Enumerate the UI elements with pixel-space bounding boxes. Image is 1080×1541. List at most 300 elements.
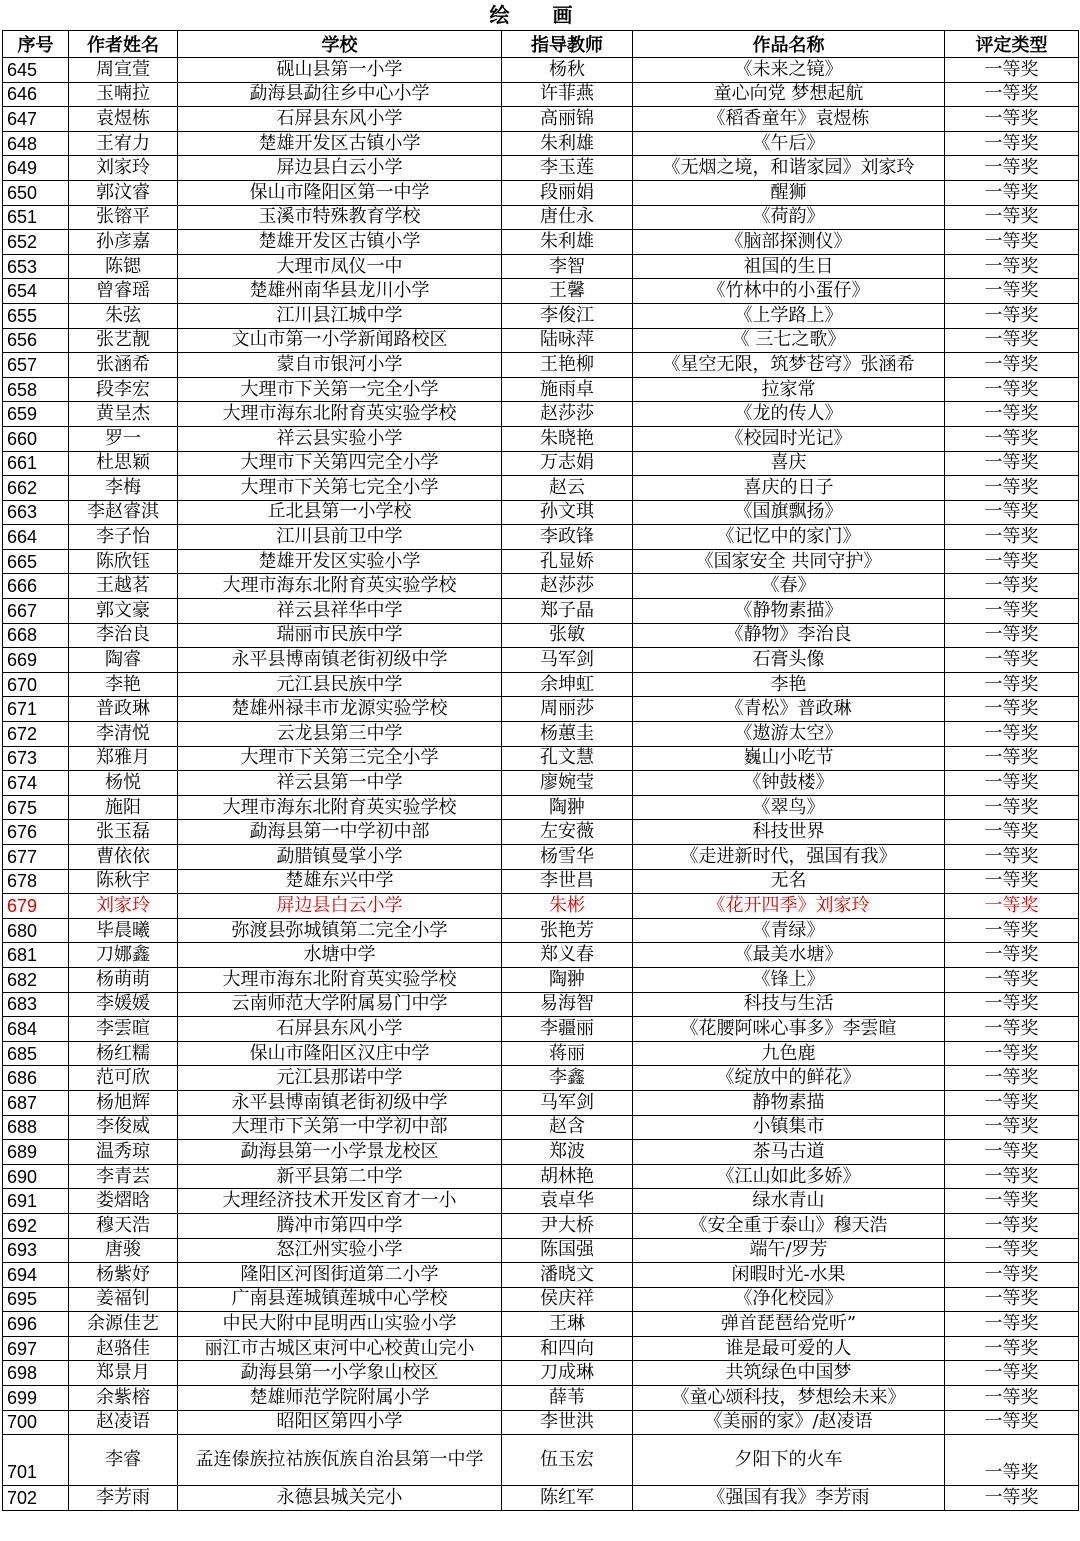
cell-author: 毕晨曦 <box>69 918 178 943</box>
header-school: 学校 <box>178 31 502 58</box>
cell-work-title: 《遨游太空》 <box>633 722 945 747</box>
table-row <box>3 549 1079 574</box>
cell-award: 一等奖 <box>945 967 1079 992</box>
cell-school: 文山市第一小学新闻路校区 <box>178 328 502 353</box>
cell-award: 一等奖 <box>945 58 1079 83</box>
cell-seq: 648 <box>3 131 69 156</box>
cell-author: 罗一 <box>69 426 178 451</box>
cell-school: 石屏县东风小学 <box>178 107 502 132</box>
cell-seq: 662 <box>3 476 69 501</box>
cell-work-title: 《钟鼓楼》 <box>633 771 945 796</box>
cell-award: 一等奖 <box>945 1336 1079 1361</box>
cell-work-title: 科技与生活 <box>633 992 945 1017</box>
cell-work-title: 《竹林中的小蛋仔》 <box>633 279 945 304</box>
cell-award: 一等奖 <box>945 697 1079 722</box>
cell-teacher: 赵莎莎 <box>502 574 633 599</box>
table-row <box>3 795 1079 820</box>
cell-school: 大理市海东北附育英实验学校 <box>178 574 502 599</box>
cell-school: 勐海县第一小学象山校区 <box>178 1361 502 1386</box>
cell-award: 一等奖 <box>945 131 1079 156</box>
cell-seq: 698 <box>3 1361 69 1386</box>
cell-work-title: 《童心颂科技，梦想绘未来》 <box>633 1386 945 1411</box>
cell-work-title: 喜庆的日子 <box>633 476 945 501</box>
cell-work-title: 《记忆中的家门》 <box>633 525 945 550</box>
cell-seq: 696 <box>3 1312 69 1337</box>
cell-teacher: 陆咏萍 <box>502 328 633 353</box>
table-row <box>3 574 1079 599</box>
cell-school: 楚雄州禄丰市龙源实验学校 <box>178 697 502 722</box>
table-row <box>3 82 1079 107</box>
cell-work-title: 李艳 <box>633 672 945 697</box>
table-row <box>3 230 1079 255</box>
cell-seq: 657 <box>3 353 69 378</box>
cell-work-title: 《净化校园》 <box>633 1287 945 1312</box>
cell-teacher: 杨秋 <box>502 58 633 83</box>
cell-seq: 689 <box>3 1140 69 1165</box>
table-row <box>3 279 1079 304</box>
cell-teacher: 潘晓文 <box>502 1263 633 1288</box>
cell-author: 刘家玲 <box>69 894 178 919</box>
cell-school: 大理市海东北附育英实验学校 <box>178 967 502 992</box>
cell-school: 楚雄开发区古镇小学 <box>178 230 502 255</box>
cell-work-title: 喜庆 <box>633 451 945 476</box>
cell-school: 大理市下关第四完全小学 <box>178 451 502 476</box>
table-row <box>3 1263 1079 1288</box>
cell-teacher: 易海智 <box>502 992 633 1017</box>
cell-author: 刀娜鑫 <box>69 943 178 968</box>
cell-author: 李芳雨 <box>69 1486 178 1511</box>
cell-author: 段李宏 <box>69 377 178 402</box>
cell-school: 孟连傣族拉祜族佤族自治县第一中学 <box>178 1435 502 1486</box>
cell-teacher: 李智 <box>502 254 633 279</box>
cell-award: 一等奖 <box>945 279 1079 304</box>
table-row <box>3 205 1079 230</box>
cell-author: 曹依依 <box>69 845 178 870</box>
cell-school: 大理市下关第七完全小学 <box>178 476 502 501</box>
cell-work-title: 《翠鸟》 <box>633 795 945 820</box>
cell-seq: 701 <box>3 1435 69 1486</box>
award-table <box>2 30 1079 1511</box>
cell-author: 余源佳艺 <box>69 1312 178 1337</box>
cell-teacher: 李鑫 <box>502 1066 633 1091</box>
cell-award: 一等奖 <box>945 795 1079 820</box>
cell-author: 赵凌语 <box>69 1410 178 1435</box>
cell-school: 屏边县白云小学 <box>178 156 502 181</box>
cell-seq: 672 <box>3 722 69 747</box>
cell-work-title: 茶马古道 <box>633 1140 945 1165</box>
cell-school: 勐海县第一中学初中部 <box>178 820 502 845</box>
cell-teacher: 马军剑 <box>502 648 633 673</box>
table-row <box>3 992 1079 1017</box>
cell-teacher: 李玉莲 <box>502 156 633 181</box>
cell-school: 隆阳区河图街道第二小学 <box>178 1263 502 1288</box>
cell-work-title: 《无烟之境，和谐家园》刘家玲 <box>633 156 945 181</box>
table-row <box>3 771 1079 796</box>
cell-seq: 658 <box>3 377 69 402</box>
cell-school: 永平县博南镇老街初级中学 <box>178 648 502 673</box>
cell-seq: 681 <box>3 943 69 968</box>
cell-seq: 670 <box>3 672 69 697</box>
cell-award: 一等奖 <box>945 1189 1079 1214</box>
cell-school: 腾冲市第四中学 <box>178 1213 502 1238</box>
table-row <box>3 697 1079 722</box>
cell-work-title: 《未来之镜》 <box>633 58 945 83</box>
cell-work-title: 夕阳下的火车 <box>633 1435 945 1486</box>
cell-award: 一等奖 <box>945 894 1079 919</box>
cell-author: 袁煜栋 <box>69 107 178 132</box>
table-row <box>3 476 1079 501</box>
header-author: 作者姓名 <box>69 31 178 58</box>
cell-seq: 702 <box>3 1486 69 1511</box>
cell-school: 弥渡县弥城镇第二完全小学 <box>178 918 502 943</box>
cell-seq: 652 <box>3 230 69 255</box>
cell-award: 一等奖 <box>945 1090 1079 1115</box>
cell-author: 陶睿 <box>69 648 178 673</box>
table-row <box>3 1361 1079 1386</box>
cell-teacher: 许菲燕 <box>502 82 633 107</box>
cell-teacher: 余坤虹 <box>502 672 633 697</box>
cell-work-title: 《走进新时代，强国有我》 <box>633 845 945 870</box>
cell-work-title: 《青绿》 <box>633 918 945 943</box>
table-row <box>3 451 1079 476</box>
table-row <box>3 894 1079 919</box>
cell-work-title: 九色鹿 <box>633 1041 945 1066</box>
cell-seq: 684 <box>3 1017 69 1042</box>
cell-teacher: 万志娟 <box>502 451 633 476</box>
cell-award: 一等奖 <box>945 500 1079 525</box>
cell-work-title: 祖国的生日 <box>633 254 945 279</box>
cell-author: 张涵希 <box>69 353 178 378</box>
table-row <box>3 1066 1079 1091</box>
cell-school: 大理市海东北附育英实验学校 <box>178 795 502 820</box>
cell-work-title: 《校园时光记》 <box>633 426 945 451</box>
cell-school: 砚山县第一小学 <box>178 58 502 83</box>
cell-school: 祥云县祥华中学 <box>178 599 502 624</box>
table-row <box>3 402 1079 427</box>
table-row <box>3 58 1079 83</box>
table-row <box>3 1017 1079 1042</box>
table-row <box>3 353 1079 378</box>
cell-seq: 673 <box>3 746 69 771</box>
table-row <box>3 967 1079 992</box>
cell-award: 一等奖 <box>945 82 1079 107</box>
cell-seq: 678 <box>3 869 69 894</box>
cell-school: 江川县前卫中学 <box>178 525 502 550</box>
cell-work-title: 谁是最可爱的人 <box>633 1336 945 1361</box>
cell-school: 丽江市古城区束河中心校黄山完小 <box>178 1336 502 1361</box>
table-header-row <box>3 31 1079 58</box>
table-row <box>3 303 1079 328</box>
table-row <box>3 254 1079 279</box>
cell-award: 一等奖 <box>945 820 1079 845</box>
cell-author: 玉喃拉 <box>69 82 178 107</box>
cell-teacher: 朱利雄 <box>502 131 633 156</box>
table-row <box>3 599 1079 624</box>
cell-school: 广南县莲城镇莲城中心学校 <box>178 1287 502 1312</box>
cell-school: 勐腊镇曼掌小学 <box>178 845 502 870</box>
cell-work-title: 《花腰阿咪心事多》李雲暄 <box>633 1017 945 1042</box>
table-row <box>3 1410 1079 1435</box>
cell-seq: 682 <box>3 967 69 992</box>
cell-teacher: 刀成琳 <box>502 1361 633 1386</box>
cell-award: 一等奖 <box>945 1164 1079 1189</box>
cell-teacher: 孔显娇 <box>502 549 633 574</box>
table-row <box>3 377 1079 402</box>
cell-award: 一等奖 <box>945 254 1079 279</box>
cell-author: 曾睿瑶 <box>69 279 178 304</box>
cell-teacher: 陶翀 <box>502 795 633 820</box>
cell-award: 一等奖 <box>945 1115 1079 1140</box>
cell-award: 一等奖 <box>945 1041 1079 1066</box>
table-row <box>3 820 1079 845</box>
cell-author: 王宥力 <box>69 131 178 156</box>
cell-school: 大理市下关第一中学初中部 <box>178 1115 502 1140</box>
cell-award: 一等奖 <box>945 1312 1079 1337</box>
cell-seq: 688 <box>3 1115 69 1140</box>
cell-author: 郭汶睿 <box>69 180 178 205</box>
cell-school: 江川县江城中学 <box>178 303 502 328</box>
cell-school: 新平县第二中学 <box>178 1164 502 1189</box>
table-row <box>3 869 1079 894</box>
cell-seq: 679 <box>3 894 69 919</box>
cell-work-title: 《安全重于泰山》穆天浩 <box>633 1213 945 1238</box>
cell-work-title: 闲暇时光-水果 <box>633 1263 945 1288</box>
cell-award: 一等奖 <box>945 328 1079 353</box>
cell-teacher: 张敏 <box>502 623 633 648</box>
cell-teacher: 张艳芳 <box>502 918 633 943</box>
cell-author: 李梅 <box>69 476 178 501</box>
cell-author: 范可欣 <box>69 1066 178 1091</box>
cell-author: 杨旭辉 <box>69 1090 178 1115</box>
cell-award: 一等奖 <box>945 1140 1079 1165</box>
cell-seq: 692 <box>3 1213 69 1238</box>
cell-teacher: 侯庆祥 <box>502 1287 633 1312</box>
cell-seq: 676 <box>3 820 69 845</box>
cell-award: 一等奖 <box>945 648 1079 673</box>
cell-seq: 694 <box>3 1263 69 1288</box>
cell-teacher: 施雨卓 <box>502 377 633 402</box>
cell-teacher: 段丽娟 <box>502 180 633 205</box>
cell-award: 一等奖 <box>945 205 1079 230</box>
cell-teacher: 李俊江 <box>502 303 633 328</box>
cell-seq: 687 <box>3 1090 69 1115</box>
cell-award: 一等奖 <box>945 1263 1079 1288</box>
cell-seq: 683 <box>3 992 69 1017</box>
cell-seq: 650 <box>3 180 69 205</box>
cell-work-title: 《星空无限，筑梦苍穹》张涵希 <box>633 353 945 378</box>
cell-teacher: 孙文琪 <box>502 500 633 525</box>
table-row <box>3 525 1079 550</box>
cell-author: 朱弦 <box>69 303 178 328</box>
header-work-title: 作品名称 <box>633 31 945 58</box>
table-row <box>3 746 1079 771</box>
cell-seq: 659 <box>3 402 69 427</box>
cell-teacher: 李世洪 <box>502 1410 633 1435</box>
cell-teacher: 杨雪华 <box>502 845 633 870</box>
cell-work-title: 《龙的传人》 <box>633 402 945 427</box>
cell-school: 祥云县实验小学 <box>178 426 502 451</box>
cell-seq: 666 <box>3 574 69 599</box>
cell-seq: 668 <box>3 623 69 648</box>
cell-author: 陈欣钰 <box>69 549 178 574</box>
table-row <box>3 1287 1079 1312</box>
header-teacher: 指导教师 <box>502 31 633 58</box>
cell-work-title: 《上学路上》 <box>633 303 945 328</box>
cell-work-title: 《青松》普政琳 <box>633 697 945 722</box>
cell-teacher: 唐仕永 <box>502 205 633 230</box>
cell-teacher: 王馨 <box>502 279 633 304</box>
cell-seq: 665 <box>3 549 69 574</box>
table-body <box>3 58 1079 1511</box>
cell-seq: 671 <box>3 697 69 722</box>
cell-award: 一等奖 <box>945 377 1079 402</box>
cell-work-title: 端午/罗芳 <box>633 1238 945 1263</box>
cell-work-title: 《午后》 <box>633 131 945 156</box>
table-row <box>3 1435 1079 1486</box>
cell-school: 大理市海东北附育英实验学校 <box>178 402 502 427</box>
cell-teacher: 马军剑 <box>502 1090 633 1115</box>
table-row <box>3 1140 1079 1165</box>
cell-seq: 680 <box>3 918 69 943</box>
cell-teacher: 孔文慧 <box>502 746 633 771</box>
cell-seq: 655 <box>3 303 69 328</box>
cell-work-title: 《最美水塘》 <box>633 943 945 968</box>
cell-teacher: 周丽莎 <box>502 697 633 722</box>
cell-teacher: 郑波 <box>502 1140 633 1165</box>
cell-award: 一等奖 <box>945 1486 1079 1511</box>
cell-award: 一等奖 <box>945 771 1079 796</box>
table-row <box>3 500 1079 525</box>
cell-work-title: 弹首琵琶给党听” <box>633 1312 945 1337</box>
cell-seq: 693 <box>3 1238 69 1263</box>
cell-seq: 647 <box>3 107 69 132</box>
cell-seq: 646 <box>3 82 69 107</box>
cell-award: 一等奖 <box>945 402 1079 427</box>
table-row <box>3 623 1079 648</box>
cell-author: 李雲暄 <box>69 1017 178 1042</box>
table-row <box>3 1189 1079 1214</box>
cell-work-title: 《锋上》 <box>633 967 945 992</box>
cell-work-title: 《花开四季》刘家玲 <box>633 894 945 919</box>
table-row <box>3 943 1079 968</box>
cell-seq: 651 <box>3 205 69 230</box>
cell-author: 李艳 <box>69 672 178 697</box>
cell-work-title: 《春》 <box>633 574 945 599</box>
cell-teacher: 廖婉莹 <box>502 771 633 796</box>
header-seq: 序号 <box>3 31 69 58</box>
cell-teacher: 郑子晶 <box>502 599 633 624</box>
cell-award: 一等奖 <box>945 426 1079 451</box>
cell-work-title: 共筑绿色中国梦 <box>633 1361 945 1386</box>
cell-work-title: 无名 <box>633 869 945 894</box>
cell-author: 郑景月 <box>69 1361 178 1386</box>
table-row <box>3 156 1079 181</box>
cell-seq: 697 <box>3 1336 69 1361</box>
cell-school: 元江县民族中学 <box>178 672 502 697</box>
page-title: 绘 画 <box>489 3 591 27</box>
cell-work-title: 巍山小吃节 <box>633 746 945 771</box>
cell-award: 一等奖 <box>945 476 1079 501</box>
cell-author: 王越茗 <box>69 574 178 599</box>
cell-school: 大理市下关第一完全小学 <box>178 377 502 402</box>
table-row <box>3 1312 1079 1337</box>
table-row <box>3 1041 1079 1066</box>
cell-author: 黄呈杰 <box>69 402 178 427</box>
cell-school: 祥云县第一中学 <box>178 771 502 796</box>
table-row <box>3 1115 1079 1140</box>
cell-author: 李睿 <box>69 1435 178 1486</box>
table-row <box>3 180 1079 205</box>
cell-school: 丘北县第一小学校 <box>178 500 502 525</box>
cell-award: 一等奖 <box>945 574 1079 599</box>
cell-teacher: 陶翀 <box>502 967 633 992</box>
cell-teacher: 陈红军 <box>502 1486 633 1511</box>
cell-work-title: 拉家常 <box>633 377 945 402</box>
cell-teacher: 蒋丽 <box>502 1041 633 1066</box>
table-row <box>3 722 1079 747</box>
cell-teacher: 王艳柳 <box>502 353 633 378</box>
cell-seq: 645 <box>3 58 69 83</box>
cell-school: 水塘中学 <box>178 943 502 968</box>
cell-author: 孙彦嘉 <box>69 230 178 255</box>
cell-award: 一等奖 <box>945 845 1079 870</box>
cell-school: 石屏县东风小学 <box>178 1017 502 1042</box>
cell-teacher: 胡林艳 <box>502 1164 633 1189</box>
cell-seq: 669 <box>3 648 69 673</box>
cell-school: 大理市凤仪一中 <box>178 254 502 279</box>
cell-school: 中民大附中昆明西山实验小学 <box>178 1312 502 1337</box>
cell-school: 云南师范大学附属易门中学 <box>178 992 502 1017</box>
cell-award: 一等奖 <box>945 303 1079 328</box>
cell-author: 张艺靓 <box>69 328 178 353</box>
cell-teacher: 高丽锦 <box>502 107 633 132</box>
table-row <box>3 918 1079 943</box>
cell-seq: 667 <box>3 599 69 624</box>
table-row <box>3 1090 1079 1115</box>
cell-author: 唐骏 <box>69 1238 178 1263</box>
cell-school: 楚雄州南华县龙川小学 <box>178 279 502 304</box>
cell-work-title: 《强国有我》李芳雨 <box>633 1486 945 1511</box>
header-award: 评定类型 <box>945 31 1079 58</box>
cell-award: 一等奖 <box>945 525 1079 550</box>
cell-seq: 685 <box>3 1041 69 1066</box>
cell-author: 余紫榕 <box>69 1386 178 1411</box>
cell-award: 一等奖 <box>945 1238 1079 1263</box>
cell-school: 勐海县勐往乡中心小学 <box>178 82 502 107</box>
cell-work-title: 石膏头像 <box>633 648 945 673</box>
cell-seq: 686 <box>3 1066 69 1091</box>
table-row <box>3 1386 1079 1411</box>
cell-seq: 691 <box>3 1189 69 1214</box>
cell-award: 一等奖 <box>945 1386 1079 1411</box>
cell-seq: 674 <box>3 771 69 796</box>
cell-author: 温秀琼 <box>69 1140 178 1165</box>
cell-author: 李赵睿淇 <box>69 500 178 525</box>
cell-teacher: 李世昌 <box>502 869 633 894</box>
cell-award: 一等奖 <box>945 1361 1079 1386</box>
table-row <box>3 1238 1079 1263</box>
cell-author: 张镕平 <box>69 205 178 230</box>
cell-teacher: 陈国强 <box>502 1238 633 1263</box>
cell-work-title: 《国家安全 共同守护》 <box>633 549 945 574</box>
cell-award: 一等奖 <box>945 672 1079 697</box>
table-row <box>3 107 1079 132</box>
cell-work-title: 醒狮 <box>633 180 945 205</box>
table-row <box>3 131 1079 156</box>
cell-work-title: 绿水青山 <box>633 1189 945 1214</box>
cell-teacher: 朱彬 <box>502 894 633 919</box>
cell-seq: 699 <box>3 1386 69 1411</box>
